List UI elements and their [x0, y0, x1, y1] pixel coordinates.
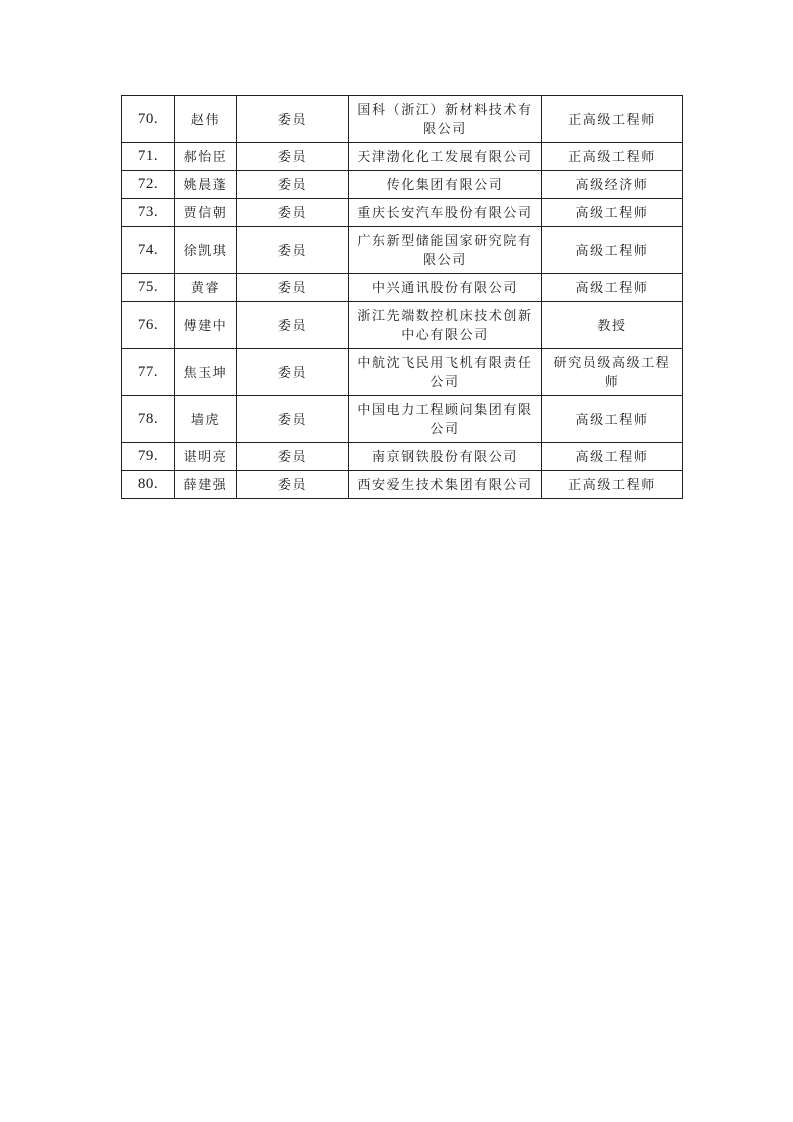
table-row: [122, 171, 683, 199]
cell-organization: 天津渤化化工发展有限公司: [349, 143, 542, 171]
cell-organization: 重庆长安汽车股份有限公司: [349, 199, 542, 227]
cell-title: 高级经济师: [542, 171, 683, 199]
cell-role: 委员: [237, 227, 349, 274]
cell-number: 78.: [122, 396, 175, 443]
cell-organization: 浙江先端数控机床技术创新中心有限公司: [349, 302, 542, 349]
table-row: [122, 227, 683, 274]
cell-organization: 南京钢铁股份有限公司: [349, 443, 542, 471]
cell-number: 70.: [122, 96, 175, 143]
cell-name: 贾信朝: [175, 199, 237, 227]
cell-organization: 中航沈飞民用飞机有限责任公司: [349, 349, 542, 396]
cell-number: 79.: [122, 443, 175, 471]
cell-organization: 国科（浙江）新材料技术有限公司: [349, 96, 542, 143]
committee-member-table: [121, 95, 683, 499]
table-row: [122, 443, 683, 471]
cell-number: 72.: [122, 171, 175, 199]
cell-number: 73.: [122, 199, 175, 227]
cell-name: 郝怡臣: [175, 143, 237, 171]
cell-role: 委员: [237, 396, 349, 443]
cell-organization: 传化集团有限公司: [349, 171, 542, 199]
cell-role: 委员: [237, 199, 349, 227]
cell-role: 委员: [237, 471, 349, 499]
table-row: [122, 96, 683, 143]
cell-name: 焦玉坤: [175, 349, 237, 396]
cell-title: 正高级工程师: [542, 96, 683, 143]
cell-name: 姚晨蓬: [175, 171, 237, 199]
cell-title: 高级工程师: [542, 274, 683, 302]
cell-number: 77.: [122, 349, 175, 396]
table-row: [122, 143, 683, 171]
cell-number: 76.: [122, 302, 175, 349]
cell-name: 黄睿: [175, 274, 237, 302]
cell-title: 教授: [542, 302, 683, 349]
cell-title: 高级工程师: [542, 443, 683, 471]
cell-name: 薛建强: [175, 471, 237, 499]
cell-name: 赵伟: [175, 96, 237, 143]
cell-organization: 西安爱生技术集团有限公司: [349, 471, 542, 499]
table-row: [122, 396, 683, 443]
cell-title: 高级工程师: [542, 227, 683, 274]
table-body: [122, 96, 683, 499]
cell-role: 委员: [237, 143, 349, 171]
cell-number: 71.: [122, 143, 175, 171]
cell-organization: 中国电力工程顾问集团有限公司: [349, 396, 542, 443]
cell-title: 正高级工程师: [542, 471, 683, 499]
cell-role: 委员: [237, 96, 349, 143]
cell-role: 委员: [237, 443, 349, 471]
cell-role: 委员: [237, 171, 349, 199]
table-row: [122, 199, 683, 227]
cell-name: 谌明亮: [175, 443, 237, 471]
table-row: [122, 302, 683, 349]
cell-title: 高级工程师: [542, 396, 683, 443]
cell-role: 委员: [237, 274, 349, 302]
cell-name: 徐凯琪: [175, 227, 237, 274]
cell-title: 正高级工程师: [542, 143, 683, 171]
cell-number: 74.: [122, 227, 175, 274]
cell-title: 高级工程师: [542, 199, 683, 227]
cell-organization: 中兴通讯股份有限公司: [349, 274, 542, 302]
cell-name: 傅建中: [175, 302, 237, 349]
cell-role: 委员: [237, 349, 349, 396]
table-row: [122, 274, 683, 302]
cell-number: 80.: [122, 471, 175, 499]
cell-organization: 广东新型储能国家研究院有限公司: [349, 227, 542, 274]
table-row: [122, 471, 683, 499]
cell-title: 研究员级高级工程师: [542, 349, 683, 396]
cell-name: 墙虎: [175, 396, 237, 443]
cell-number: 75.: [122, 274, 175, 302]
cell-role: 委员: [237, 302, 349, 349]
table-row: [122, 349, 683, 396]
